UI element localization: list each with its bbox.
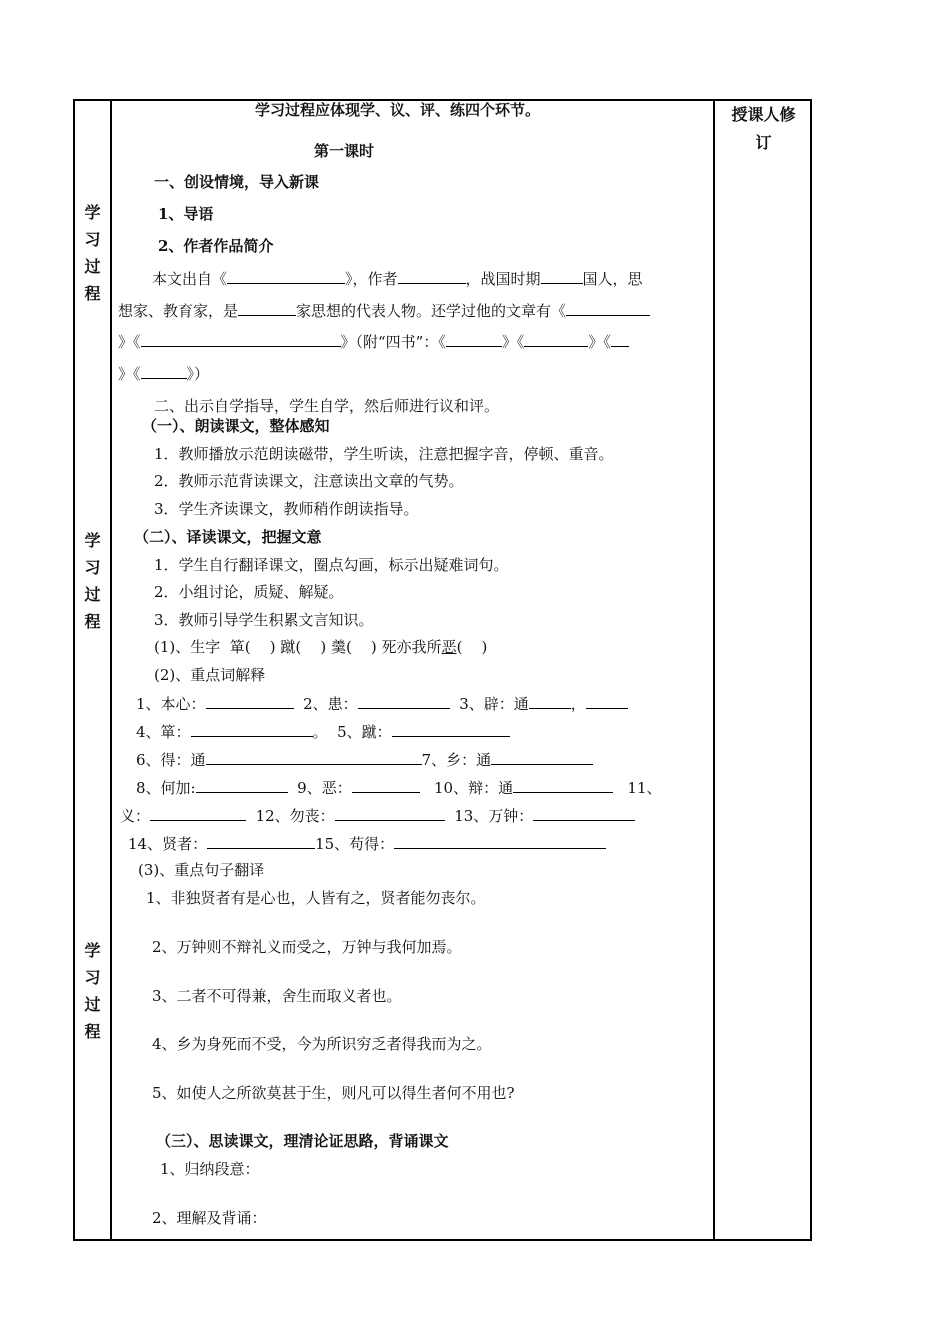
intro-line-3: 》《 》（附“四书”：《 》《 》《 <box>118 331 629 352</box>
section-1-title: 一、创设情境，导入新课 <box>154 173 320 191</box>
column-divider <box>713 101 715 1239</box>
sentence-item: 2、万钟则不辩礼义而受之，万钟与我何加焉。 <box>152 938 462 956</box>
part-1-item: 2．教师示范背读课文，注意读出文章的气势。 <box>154 472 464 490</box>
key-words-row: 1、本心： 2、患： 3、辟：通 ， <box>136 693 628 714</box>
key-words-row: 义： 12、勿丧： 13、万钟： <box>120 805 635 826</box>
part-3-title: （三）、思读课文，理清论证思路，背诵课文 <box>156 1132 449 1150</box>
new-characters-line: (1)、生字 箪( ) 蹴( ) 羹( ) 死亦我所恶( ) <box>154 638 488 656</box>
part-1-item: 3．学生齐读课文，教师稍作朗读指导。 <box>154 500 419 518</box>
part-2-item: 2．小组讨论，质疑、解疑。 <box>154 583 344 601</box>
part-2-title: （二）、译读课文，把握文意 <box>134 528 322 546</box>
part-2-item: 1．学生自行翻译课文，圈点勾画，标示出疑难词句。 <box>154 556 509 574</box>
intro-line-2: 想家、教育家，是 家思想的代表人物。还学过他的文章有《 <box>118 300 650 321</box>
part-1-title: （一）、朗读课文，整体感知 <box>142 417 330 435</box>
key-words-row: 4、箪： 。 5、蹴： <box>136 721 510 742</box>
key-words-row: 8、何加: 9、恶： 10、辩：通 11、 <box>136 779 662 797</box>
part-3-item: 2、理解及背诵： <box>152 1209 267 1227</box>
key-words-row: 6、得：通 7、乡：通 <box>136 749 593 770</box>
side-label-3: 学 习 过 程 <box>84 941 101 1041</box>
part-1-item: 1．教师播放示范朗读磁带，学生听读，注意把握字音，停顿、重音。 <box>154 445 614 463</box>
sentence-item: 1、非独贤者有是心也，人皆有之，贤者能勿丧尔。 <box>146 889 486 907</box>
intro-line-1: 本文出自《 》，作者 ，战国时期 国人，思 <box>152 270 643 288</box>
key-words-row: 14、贤者： 15、苟得： <box>128 833 606 854</box>
column-divider <box>110 101 112 1239</box>
sentence-item: 4、乡为身死而不受，今为所识穷乏者得我而为之。 <box>152 1035 492 1053</box>
section-1-item-1: 1、导语 <box>158 205 214 223</box>
sentence-item: 5、如使人之所欲莫甚于生，则凡可以得生者何不用也? <box>152 1084 515 1102</box>
side-label-1: 学 习 过 程 <box>84 203 101 303</box>
heading: 学习过程应体现学、议、评、练四个环节。 <box>255 101 541 119</box>
side-label-2: 学 习 过 程 <box>84 531 101 631</box>
part-3-item: 1、归纳段意： <box>160 1160 260 1178</box>
key-words-label: (2)、重点词解释 <box>154 666 266 684</box>
sentences-label: (3)、重点句子翻译 <box>138 861 265 879</box>
section-2-title: 二、出示自学指导，学生自学，然后师进行议和评。 <box>154 397 500 415</box>
section-1-item-2: 2、作者作品简介 <box>158 237 274 255</box>
part-2-item: 3．教师引导学生积累文言知识。 <box>154 611 374 629</box>
intro-line-4: 》《 》） <box>118 365 210 383</box>
revision-column-header: 授课人修 订 <box>731 105 796 152</box>
lesson-title: 第一课时 <box>314 142 375 160</box>
sentence-item: 3、二者不可得兼，舍生而取义者也。 <box>152 987 402 1005</box>
